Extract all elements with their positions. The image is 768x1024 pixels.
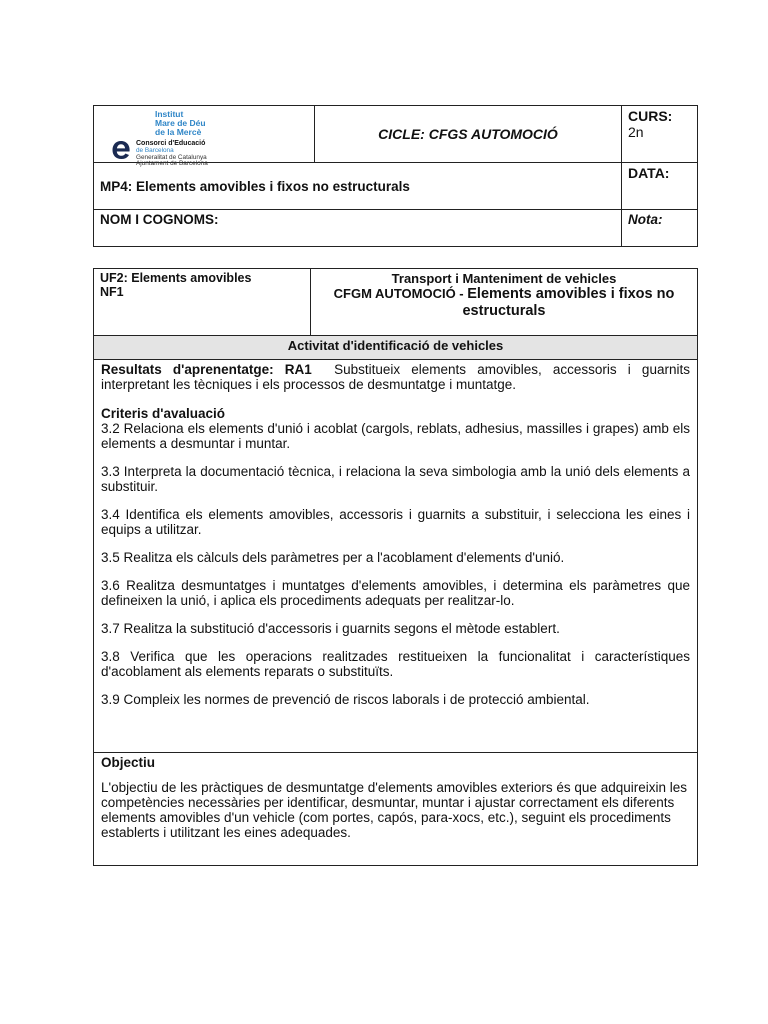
criteri-item: 3.5 Realitza els càlculs dels paràmetres per a l'acoblament d'elements d'unió. <box>101 550 565 565</box>
resultats-paragraph <box>101 362 690 392</box>
cicle-value: : CFGS AUTOMOCIÓ <box>420 126 558 142</box>
consorci-e-icon <box>112 140 130 160</box>
uf-cell <box>94 269 311 336</box>
school-logo <box>112 110 312 166</box>
resultats-label: Resultats d'aprenentatge: RA1 <box>101 362 312 377</box>
nota-label: Nota: <box>622 210 698 247</box>
criteri-item: 3.3 Interpreta la documentació tècnica, i relaciona la seva simbologia amb la unió dels elements a substituir. <box>101 464 690 494</box>
criteri-item: 3.2 Relaciona els elements d'unió i acoblat (cargols, reblats, adhesius, massilles i grapes) amb els elements a desmuntar i muntar. <box>101 421 690 451</box>
content-cell <box>94 360 698 753</box>
uf-title: UF2: Elements amovibles <box>100 271 252 285</box>
module-subtitle: Elements amovibles i fixos no estructurals <box>462 286 675 319</box>
curs-cell <box>622 106 698 163</box>
criteri-item: 3.6 Realitza desmuntatges i muntatges d'elements amovibles, i determina els paràmetres que defineixen la unió, i aplica els procediments adequats per realitzar-lo. <box>101 578 690 608</box>
header-table <box>93 105 698 247</box>
logo-cell <box>94 106 315 168</box>
activity-table <box>93 268 698 866</box>
cicle-cell <box>315 106 622 163</box>
criteri-item: 3.8 Verifica que les operacions realitzades restitueixen la funcionalitat i característiques d'acoblament als elements reparats o substituïts. <box>101 649 690 679</box>
module-title: MP4: Elements amovibles i fixos no estructurals <box>94 163 622 210</box>
objectiu-label: Objectiu <box>101 755 156 770</box>
consorci-logo-text: Consorci d'Educació de Barcelona Generalitat de Catalunya Ajuntament de Barcelona <box>136 140 208 168</box>
nom-cognoms-label: NOM I COGNOMS: <box>94 210 622 247</box>
activitat-title: Activitat d'identificació de vehicles <box>94 336 698 360</box>
institut-logo-text: Institut Mare de Déu de la Mercè <box>155 109 206 137</box>
criteris-label: Criteris d'avaluació <box>101 406 226 421</box>
curs-value: 2n <box>628 124 644 140</box>
transport-cell <box>311 269 698 336</box>
criteri-item: 3.4 Identifica els elements amovibles, accessoris i guarnits a substituir, i selecciona les eines i equips a utilitzar. <box>101 507 690 537</box>
cicle-label: CICLE <box>378 126 421 142</box>
cfgm-label: CFGM AUTOMOCIÓ - <box>333 286 468 301</box>
resultats-text: Substitueix elements amovibles, accessoris i guarnits interpretant les tècniques i els processos de desmuntatge i muntatge. <box>101 362 690 392</box>
criteri-item: 3.7 Realitza la substitució d'accessoris i guarnits segons el mètode establert. <box>101 621 560 636</box>
transport-title: Transport i Manteniment de vehicles <box>391 271 617 286</box>
objectiu-text: L'objectiu de les pràctiques de desmuntatge d'elements amovibles exteriors és que adquireixin les competències necessàries per identificar, desmuntar, muntar i ajustar correctament els diferents elements amovibles d'un vehicle (com portes, capós, para-xocs, etc.), seguint els procediments establerts i utilitzant les eines adequades. <box>101 780 687 840</box>
nf-label: NF1 <box>100 285 124 299</box>
curs-label: CURS: <box>628 108 673 124</box>
objectiu-cell <box>94 753 698 866</box>
data-label: DATA: <box>622 163 698 210</box>
criteri-item: 3.9 Compleix les normes de prevenció de riscos laborals i de protecció ambiental. <box>101 692 590 707</box>
